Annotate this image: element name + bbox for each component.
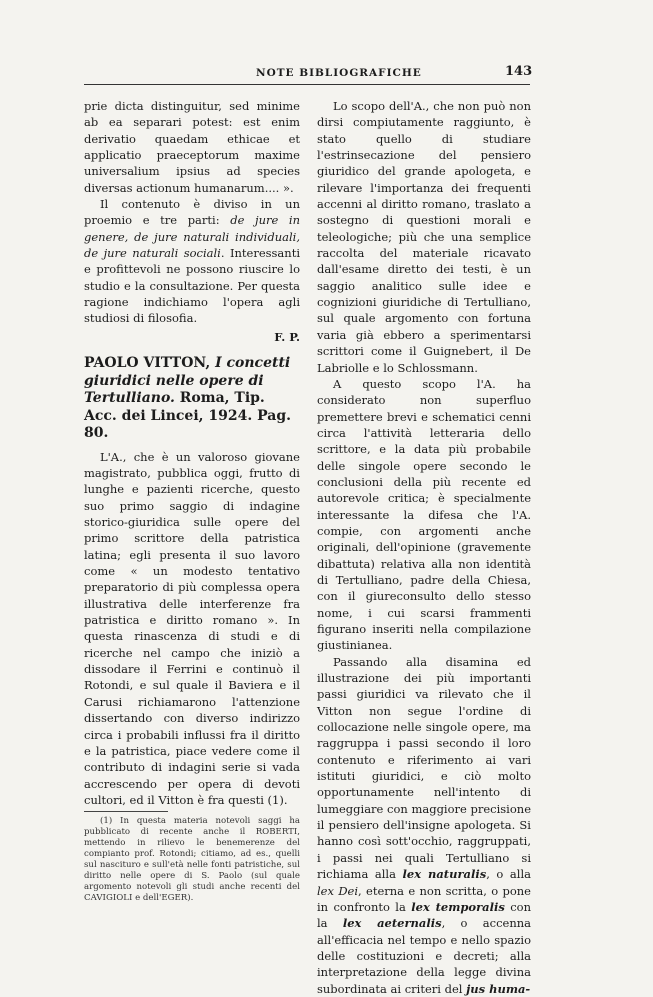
page-number: 143: [505, 64, 533, 79]
left-paragraph-3: L'A., che è un valoroso giovane magistrato, pubblica oggi, frutto di lunghe e pazienti ricerche, questo suo primo saggio di indagine storico-giuridica sulle opere del primo scrittore della patristica latina; egli presenta il suo lavoro come « un modesto tentativo preparatorio di più complessa opera illustrativa delle interferenze fra patristica e diritto romano ». In questa rinascenza di studi e di ricerche nel campo che iniziò a dissodare il Ferrini e continuò il Rotondi, e sul quale il Baviera e il Carusi richiamarono l'attenzione dissertando con diverso indirizzo circa i probabili influssi fra il diritto e la patristica, piace vedere come il contributo di indagini serie si vada accrescendo per opera di devoti cultori, ed il Vitton è fra questi (1).: [84, 449, 300, 807]
biblio-title: I concetti giuridici nelle opere di Tertulliano.: [84, 355, 291, 407]
para3-text-e: , o accenna all'efficacia nel tempo e nello spazio delle costituzioni e decreti; alla interpretazione della legge divina subordinata ai criteri del: [317, 916, 531, 996]
para3-text-a: Passando alla disamina ed illustrazione dei più importanti passi giuridici va rilevato che il Vitton non segue l'ordine di collocazione nelle singole opere, ma raggruppa i passi secondo il loro contenuto e riferimento ai vari istituti giuridici, e ciò molto opportunamente nell'intento di lumeggiare con maggiore precisione il pensiero dell'insigne apologeta. Si hanno così sott'occhio, raggruppati, i passi nei quali Tertulliano si richiama alla: [317, 654, 531, 882]
right-column: [317, 98, 531, 997]
footnote: (1) In questa materia notevoli saggi ha pubblicato di recente anche il ROBERTI, mettendo in rilievo le benemerenze del compianto prof. Rotondi; citiamo, ad es., quelli sul nascituro e sull'età nelle fonti patristiche, sul diritto nelle opere di S. Paolo (sul quale argomento notevoli gli studi anche recenti del CAVIGIOLI e dell'EGER).: [84, 816, 300, 903]
para3-text-c: , eterna e non scritta, o pone in confronto la: [317, 883, 531, 914]
para3-text-d: con la: [317, 899, 531, 931]
right-paragraph-1: Lo scopo dell'A., che non può non dirsi compiutamente raggiunto, è stato quello di studiare l'estrinsecazione del pensiero giuridico del grande apologeta, e rilevare l'importanza dei frequenti accenni al diritto romano, traslato a sostegno di questioni morali e teleologiche; più che una semplice raccolta del materiale ricavato dall'esame diretto dei testi, è un saggio analitico sulle idee e cognizioni giuridiche di Tertulliano, sul quale argomento con fortuna varia già ebbero a sperimentarsi scrittori come il Guignebert, il De Labriolle e lo Schlossmann.: [317, 99, 531, 375]
running-head: NOTE BIBLIOGRAFICHE: [256, 67, 422, 79]
bibliographic-entry: [84, 355, 300, 443]
lex-aeternalis: lex aeternalis: [342, 916, 442, 931]
lex-naturalis: lex naturalis: [402, 867, 487, 882]
header-rule: [84, 84, 530, 85]
para2-suffix: . Interessanti e profittevoli ne possono riuscire lo studio e la consultazione. Per questa ragione indichiamo l'opera agli studiosi di filosofia.: [84, 246, 300, 326]
left-paragraph-1: prie dicta distinguitur, sed minime ab ea separari potest: est enim derivatio quaedam ethicae et applicatio praeceptorum maxime universalium ipsius ad species diversas actionum humanarum.... ».: [84, 99, 300, 195]
jus-humanum: jus huma-: [466, 981, 531, 996]
left-paragraph-2: [84, 196, 300, 327]
para3-text-b: , o alla: [486, 867, 531, 882]
biblio-author: PAOLO VITTON,: [84, 355, 211, 372]
page-header: [0, 64, 653, 84]
lex-dei: lex Dei: [317, 883, 359, 898]
left-column: [84, 98, 300, 903]
para2-parts: de jure in genere, de jure naturali individuali, de jure naturali sociali: [84, 213, 300, 261]
lex-temporalis: lex temporalis: [411, 899, 505, 914]
para2-prefix: Il contenuto è diviso in un proemio e tre parti:: [84, 197, 300, 228]
footnote-rule: [84, 811, 168, 812]
signature: F. P.: [274, 329, 300, 344]
biblio-publication: Roma, Tip. Acc. dei Lincei, 1924. Pag. 80.: [84, 390, 291, 442]
right-paragraph-3: [317, 654, 531, 997]
right-paragraph-2: A questo scopo l'A. ha considerato non superfluo premettere brevi e schematici cenni circa l'attività letteraria dello scrittore, e la data più probabile delle singole opere secondo le conclusioni della più recente ed autorevole critica; è specialmente interessante la difesa che l'A. compie, con argomenti anche originali, dell'opinione (gravemente dibattuta) relativa alla non identità di Tertulliano, padre della Chiesa, con il giureconsulto dello stesso nome, i cui scarsi frammenti figurano inseriti nella compilazione giustinianea.: [317, 376, 531, 653]
